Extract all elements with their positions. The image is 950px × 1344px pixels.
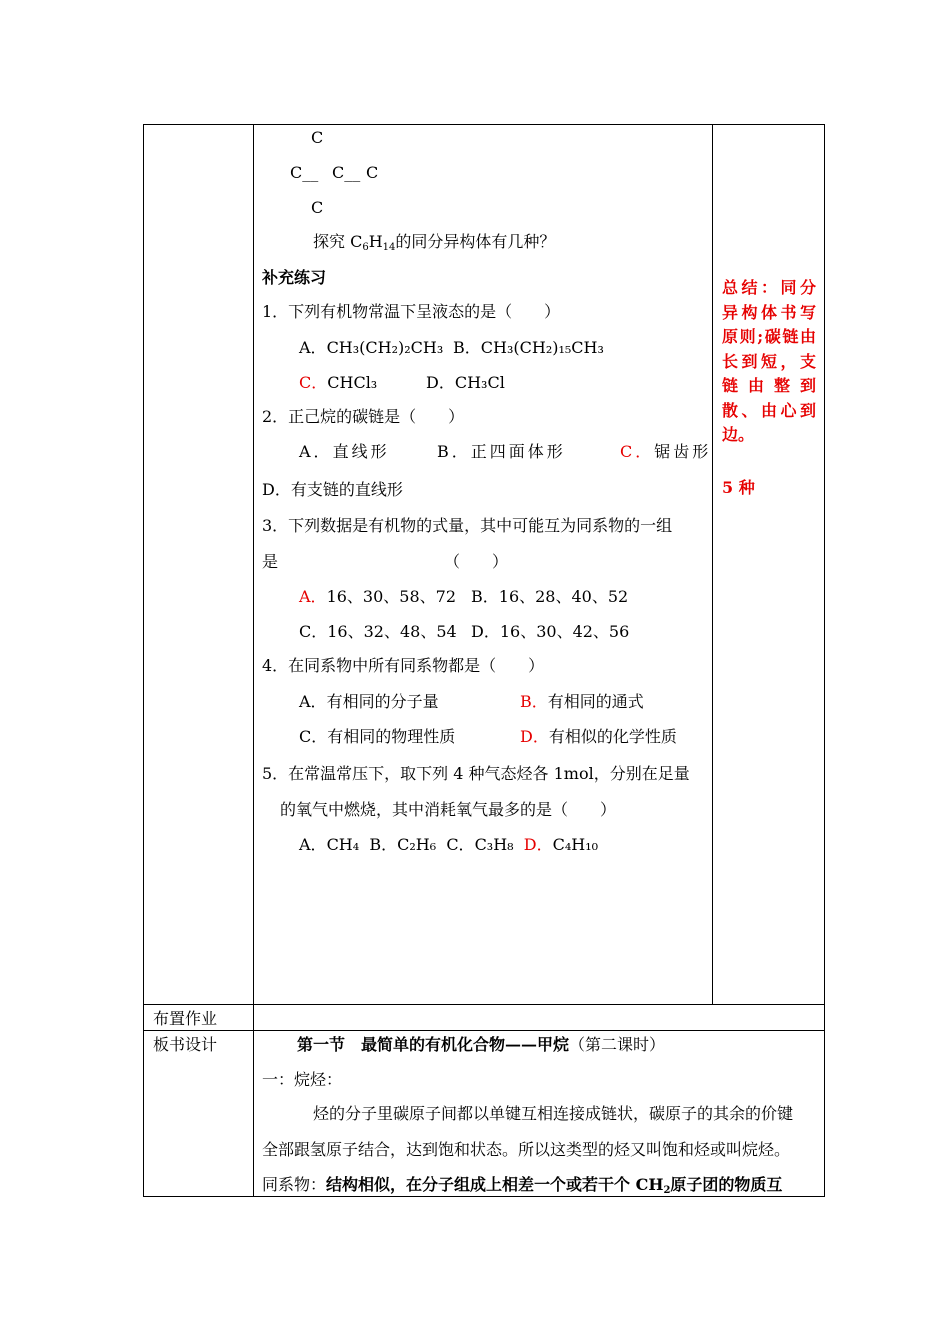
answer-mark: B． bbox=[520, 692, 548, 711]
table-row-divider-2 bbox=[143, 1030, 825, 1031]
q4-option-b: B．有相同的通式 bbox=[520, 692, 644, 711]
answer-mark: D． bbox=[523, 835, 553, 854]
homework-label: 布置作业 bbox=[153, 1009, 218, 1028]
table-row-divider-1 bbox=[143, 1004, 825, 1005]
q3-stem-line2: 是 bbox=[262, 552, 279, 571]
q4-option-d: D．有相似的化学性质 bbox=[520, 727, 677, 746]
table-border-right bbox=[824, 124, 825, 1197]
board-heading-alkane: 一：烷烃： bbox=[262, 1070, 343, 1089]
q2-option-c: C．锯齿形 bbox=[620, 442, 712, 461]
board-homolog-definition: 同系物：结构相似，在分子组成上相差一个或若干个 $CH_2$原子团的物质互 bbox=[262, 1175, 783, 1196]
q4-option-c: C．有相同的物理性质 bbox=[299, 727, 456, 746]
q4-stem: 4．在同系物中所有同系物都是（ ） bbox=[262, 656, 545, 675]
board-label: 板书设计 bbox=[153, 1035, 218, 1054]
structure-c-bottom: C bbox=[311, 198, 324, 217]
q2-stem: 2．正己烷的碳链是（ ） bbox=[262, 407, 465, 426]
board-title: 第一节 最简单的有机化合物——甲烷（第二课时） bbox=[297, 1035, 666, 1054]
q3-option-a: A．16、30、58、72 bbox=[299, 587, 457, 606]
q1-option-d: D．CH₃Cl bbox=[426, 373, 505, 392]
q2-option-d: D．有支链的直线形 bbox=[262, 480, 403, 499]
structure-c-mid-c: C bbox=[366, 163, 379, 182]
table-border-left bbox=[143, 124, 144, 1197]
isomer-count-note: 5 种 bbox=[722, 478, 755, 497]
answer-mark: D． bbox=[520, 727, 549, 746]
q1-option-b: B．CH₃(CH₂)₁₅CH₃ bbox=[453, 338, 604, 357]
q2-option-a: A．直线形 bbox=[299, 442, 390, 461]
board-paragraph-line1: 烃的分子里碳原子间都以单键互相连接成链状，碳原子的其余的价键 bbox=[313, 1104, 794, 1123]
q1-option-a: A．CH₃(CH₂)₂CH₃ bbox=[299, 338, 444, 357]
structure-c-top: C bbox=[311, 128, 324, 147]
q1-stem: 1．下列有机物常温下呈液态的是（ ） bbox=[262, 302, 561, 321]
q3-stem-line1: 3．下列数据是有机物的式量，其中可能互为同系物的一组 bbox=[262, 516, 673, 535]
summary-note: 总结：同分异构体书写原则;碳链由长到短，支链由整到散、由心到边。 bbox=[722, 278, 816, 444]
table-border-bottom bbox=[143, 1196, 825, 1197]
table-col-divider bbox=[253, 124, 254, 1197]
supplement-title: 补充练习 bbox=[262, 268, 327, 287]
table-border-top bbox=[143, 124, 825, 125]
answer-mark: C． bbox=[299, 373, 328, 392]
q3-option-b: B．16、28、40、52 bbox=[471, 587, 629, 606]
answer-mark: A． bbox=[299, 587, 327, 606]
explore-question: 探究 $C_6H_{14}$的同分异构体有几种？ bbox=[313, 232, 556, 253]
q2-option-b: B．正四面体形 bbox=[437, 442, 566, 461]
answer-mark: C． bbox=[620, 442, 655, 461]
table-note-divider bbox=[712, 124, 713, 1004]
q4-option-a: A．有相同的分子量 bbox=[299, 692, 439, 711]
board-paragraph-line2: 全部跟氢原子结合，达到饱和状态。所以这类型的烃又叫饱和烃或叫烷烃。 bbox=[262, 1140, 791, 1159]
q3-option-c: C．16、32、48、54 bbox=[299, 622, 457, 641]
q5-stem-line1: 5．在常温常压下，取下列 4 种气态烃各 1mol，分别在足量 bbox=[262, 764, 690, 783]
q3-paren: （ ） bbox=[444, 552, 509, 571]
q1-option-c: C．CHCl₃ bbox=[299, 373, 378, 392]
q5-options: A．CH₄ B．C₂H₆ C．C₃H₈ D．C₄H₁₀ bbox=[299, 835, 599, 854]
structure-c-mid-b: C__ bbox=[332, 163, 361, 182]
q3-option-d: D．16、30、42、56 bbox=[471, 622, 630, 641]
structure-c-mid-a: C__ bbox=[290, 163, 319, 182]
q5-stem-line2: 的氧气中燃烧，其中消耗氧气最多的是（ ） bbox=[280, 800, 617, 819]
